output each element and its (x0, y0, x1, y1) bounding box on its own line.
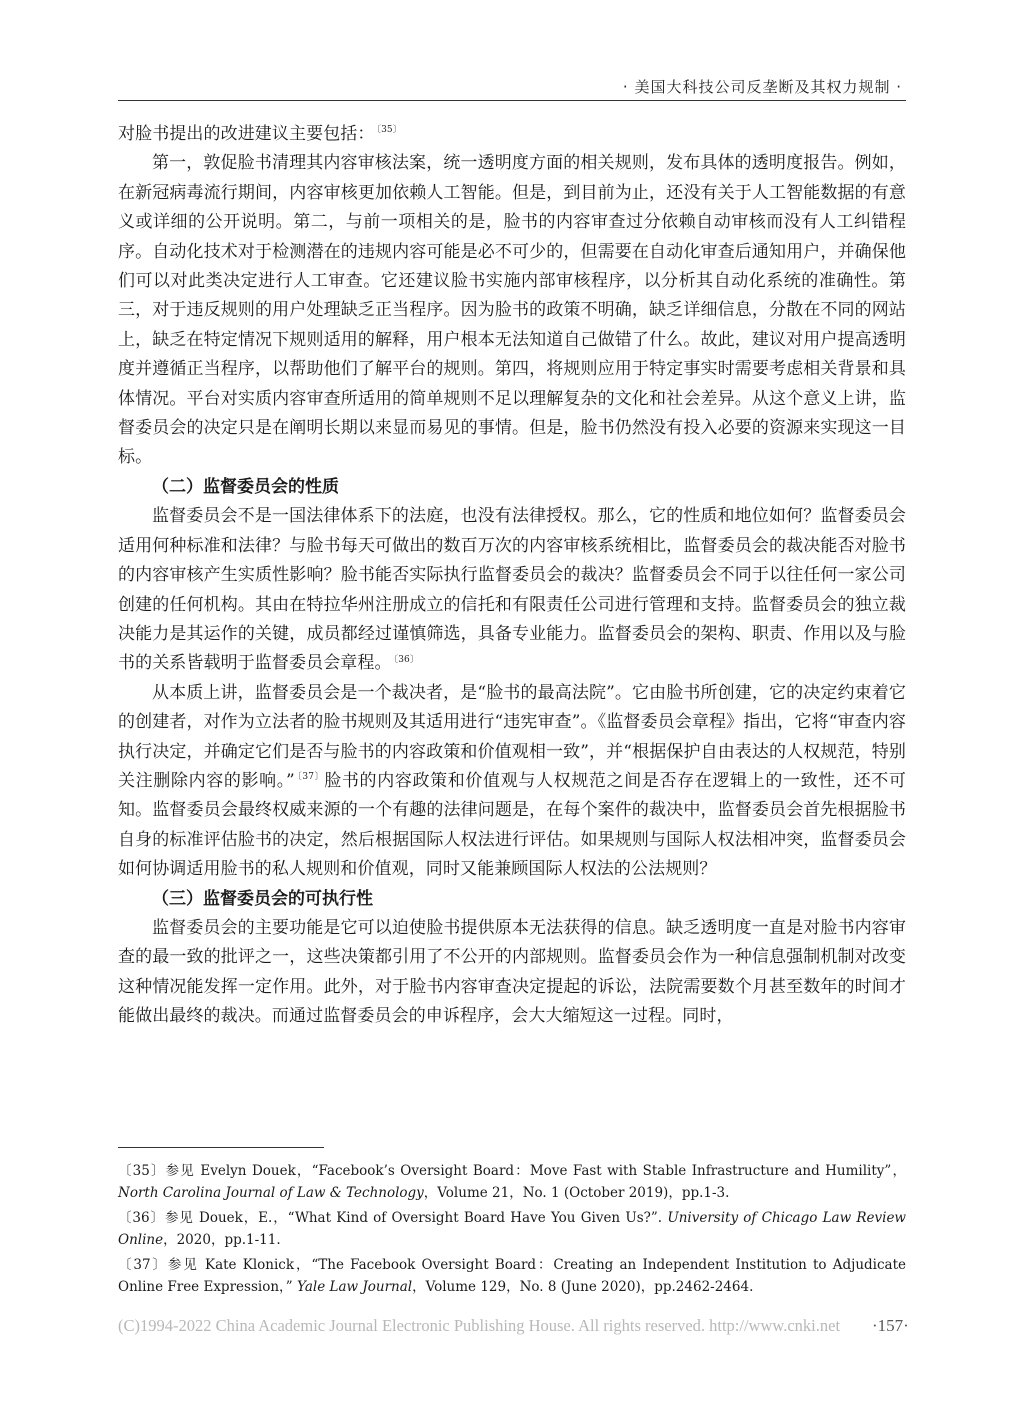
paragraph-enforceability: 监督委员会的主要功能是它可以迫使脸书提供原本无法获得的信息。缺乏透明度一直是对脸书内容审查的最一致的批评之一，这些决策都引用了不公开的内部规则。监督委员会作为一种信息强制机制对改变这种情况能发挥一定作用。此外，对于脸书内容审查决定提起的诉讼，法院需要数个月甚至数年的时间才能做出最终的裁决。而通过监督委员会的申诉程序，会大大缩短这一过程。同时， (118, 917, 906, 1027)
paragraph-supreme-court-text-a: 从本质上讲，监督委员会是一个裁决者，是“脸书的最高法院”。它由脸书所创建，它的决定约束着它的创建者，对作为立法者的脸书规则及其适用进行“违宪审查”。《监督委员会章程》指出，它将“审查内容执行决定，并确定它们是否与脸书的内容政策和价值观相一致”，并“根据保护自由表达的人权规范，特别关注删除内容的影响。” (118, 682, 906, 791)
footnote-35-journal: North Carolina Journal of Law & Technology (118, 1185, 424, 1201)
footnote-35-tail: ，Volume 21，No. 1 (October 2019)，pp.1-3. (423, 1185, 730, 1201)
footnotes (118, 1160, 906, 1301)
copyright-watermark: (C)1994-2022 China Academic Journal Electronic Publishing House. All rights reserved. http://www.cnki.net (118, 1316, 841, 1335)
footnote-36-text: 〔36〕参见 Douek，E.，“What Kind of Oversight Board Have You Given Us?”. (118, 1210, 663, 1226)
footnote-37 (118, 1254, 906, 1298)
paragraph-suggestions: 第一，敦促脸书清理其内容审核法案，统一透明度方面的相关规则，发布具体的透明度报告。例如，在新冠病毒流行期间，内容审核更加依赖人工智能。但是，到目前为止，还没有关于人工智能数据的有意义或详细的公开说明。第二，与前一项相关的是，脸书的内容审查过分依赖自动审核而没有人工纠错程序。自动化技术对于检测潜在的违规内容可能是必不可少的，但需要在自动化审查后通知用户，并确保他们可以对此类决定进行人工审查。它还建议脸书实施内部审核程序，以分析其自动化系统的准确性。第三，对于违反规则的用户处理缺乏正当程序。因为脸书的政策不明确，缺乏详细信息，分散在不同的网站上，缺乏在特定情况下规则适用的解释，用户根本无法知道自己做错了什么。故此，建议对用户提高透明度并遵循正当程序，以帮助他们了解平台的规则。第四，将规则应用于特定事实时需要考虑相关背景和具体情况。平台对实质内容审查所适用的简单规则不足以理解复杂的文化和社会差异。从这个意义上讲，监督委员会的决定只是在阐明长期以来显而易见的事情。但是，脸书仍然没有投入必要的资源来实现这一目标。 (118, 153, 906, 468)
section-heading-3: （三）监督委员会的可执行性 (152, 888, 373, 909)
footnote-36-journal: University of Chicago Law Review Online (118, 1210, 906, 1248)
footnote-37-text: 〔37〕参见 Kate Klonick，“The Facebook Oversight Board：Creating an Independent Institution to Adjudicate Online Free Expression，” (118, 1257, 906, 1295)
paragraph-supreme-court-text-b: 脸书的内容政策和价值观与人权规范之间是否存在逻辑上的一致性，还不可知。监督委员会最终权威来源的一个有趣的法律问题是，在每个案件的裁决中，监督委员会首先根据脸书自身的标准评估脸书的决定，然后根据国际人权法进行评估。如果规则与国际人权法相冲突，监督委员会如何协调适用脸书的私人规则和价值观，同时又能兼顾国际人权法的公法规则？ (118, 770, 906, 880)
section-heading-2: （二）监督委员会的性质 (152, 476, 339, 497)
footnote-35 (118, 1160, 906, 1204)
footnote-36 (118, 1207, 906, 1251)
footnote-36-tail: ，2020，pp.1-11. (163, 1232, 281, 1248)
paragraph-nature (118, 502, 906, 678)
footnote-ref-37[interactable]: 〔37〕 (296, 772, 325, 783)
paragraph-nature-text: 监督委员会不是一国法律体系下的法庭，也没有法律授权。那么，它的性质和地位如何？监督委员会适用何种标准和法律？与脸书每天可做出的数百万次的内容审核系统相比，监督委员会的裁决能否对脸书的内容审核产生实质性影响？脸书能否实际执行监督委员会的裁决？监督委员会不同于以往任何一家公司创建的任何机构。其由在特拉华州注册成立的信托和有限责任公司进行管理和支持。监督委员会的独立裁决能力是其运作的关键，成员都经过谨慎筛选，具备专业能力。监督委员会的架构、职责、作用以及与脸书的关系皆载明于监督委员会章程。 (118, 506, 906, 674)
page-number: ·157· (872, 1316, 909, 1335)
paragraph-supreme-court (118, 679, 906, 885)
running-header-title: · 美国大科技公司反垄断及其权力规制 · (622, 78, 902, 96)
footnote-37-tail: ，Volume 129，No. 8 (June 2020)，pp.2462-2464. (412, 1279, 754, 1295)
footnote-35-text: 〔35〕参见 Evelyn Douek，“Facebook’s Oversight Board：Move Fast with Stable Infrastructure and Humility”， (118, 1163, 906, 1179)
footnote-ref-36[interactable]: 〔36〕 (393, 654, 419, 665)
footnote-37-journal: Yale Law Journal (296, 1279, 413, 1295)
intro-paragraph (118, 120, 906, 149)
footnote-ref-35[interactable]: 〔35〕 (376, 125, 402, 136)
intro-text: 对脸书提出的改进建议主要包括： (118, 124, 375, 144)
footnote-divider (118, 1147, 324, 1148)
running-header (118, 72, 906, 101)
main-body (118, 120, 906, 1032)
